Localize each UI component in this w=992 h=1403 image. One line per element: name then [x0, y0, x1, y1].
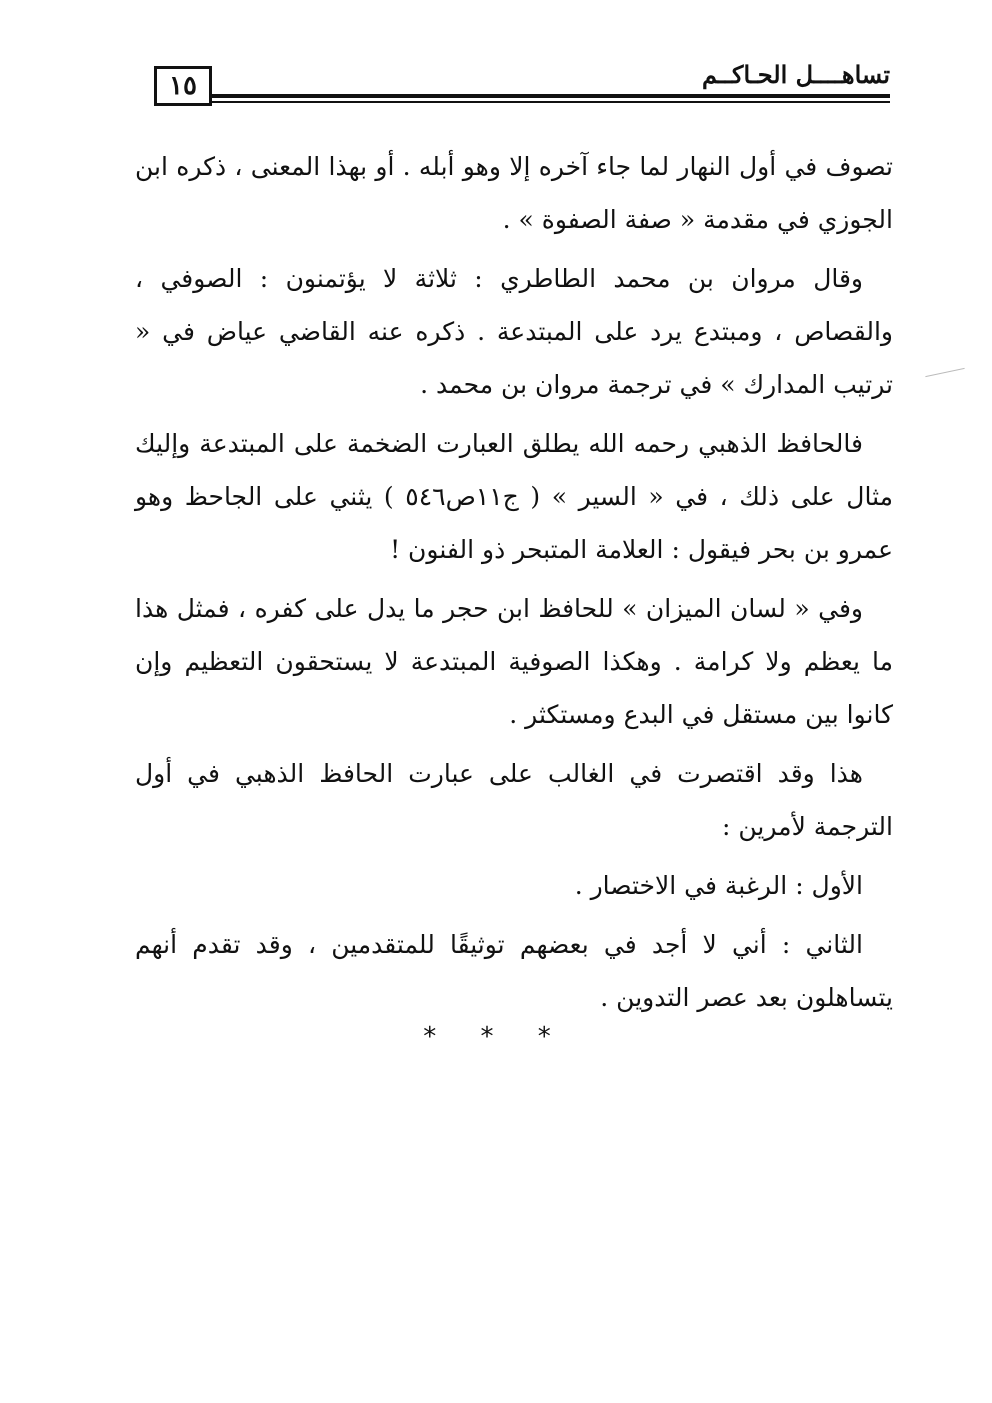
header-rule-thick: [212, 94, 890, 98]
header-rule-thin: [212, 101, 890, 103]
paragraph-7: الثاني : أني لا أجد في بعضهم توثيقًا للمتقدمين ، وقد تقدم أنهم يتساهلون بعد عصر التدوين .: [135, 930, 893, 1012]
page-number: ١٥: [154, 66, 212, 106]
paragraph-3: فالحافظ الذهبي رحمه الله يطلق العبارت الضخمة على المبتدعة وإليك مثال على ذلك ، في « السير » ( ج١١ص٥٤٦ ) يثني على الجاحظ وهو عمرو بن بحر فيقول : العلامة المتبحر ذو الفنون !: [135, 429, 894, 564]
running-title: تساهــــل الحـاكــم: [702, 60, 890, 89]
page-header: [150, 60, 890, 120]
section-separator: * * *: [423, 1022, 569, 1052]
paragraph-1: تصوف في أول النهار لما جاء آخره إلا وهو أبله . أو بهذا المعنى ، ذكره ابن الجوزي في مقدمة « صفة الصفوة » .: [135, 152, 893, 234]
body-text: [135, 140, 893, 1024]
paragraph-4: وفي « لسان الميزان » للحافظ ابن حجر ما يدل على كفره ، فمثل هذا ما يعظم ولا كرامة . وهكذا الصوفية المبتدعة لا يستحقون التعظيم وإن كانوا بين مستقل في البدع ومستكثر .: [135, 594, 893, 729]
paragraph-5: هذا وقد اقتصرت في الغالب على عبارت الحافظ الذهبي في أول الترجمة لأمرين :: [135, 759, 893, 841]
scan-mark: [925, 368, 964, 377]
paragraph-2: وقال مروان بن محمد الطاطري : ثلاثة لا يؤتمنون : الصوفي ، والقصاص ، ومبتدع يرد على المبتدعة . ذكره عنه القاضي عياض في « ترتيب المدارك » في ترجمة مروان بن محمد .: [135, 264, 893, 399]
paragraph-6: الأول : الرغبة في الاختصار .: [574, 871, 863, 900]
